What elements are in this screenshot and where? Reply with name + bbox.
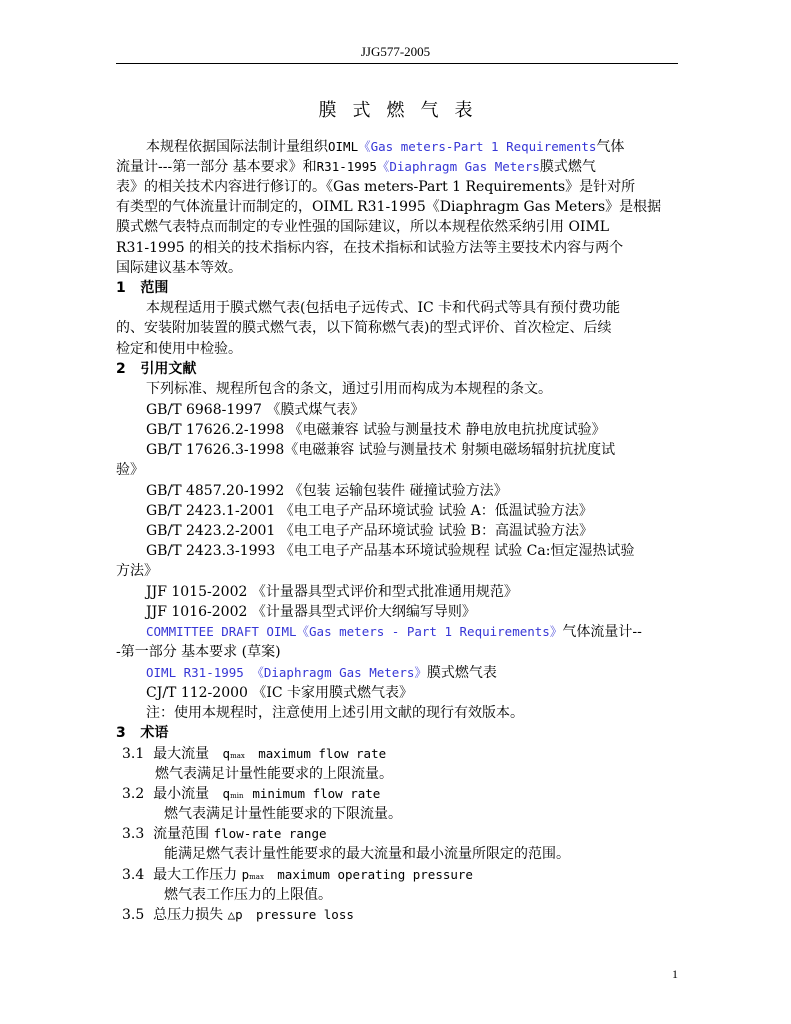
running-header: JJG577-2005 <box>360 44 431 59</box>
reference-item-cont: 方法》 <box>116 563 158 579</box>
term-3-1: 3.1 最大流量 qmax maximum flow rate <box>122 746 387 762</box>
reference-item-committee: COMMITTEE DRAFT OIML《Gas meters - Part 1 Requirements》气体流量计-- <box>146 624 642 640</box>
term-definition: 能满足燃气表计量性能要求的最大流量和最小流量所限定的范围。 <box>164 846 570 862</box>
page-number: 1 <box>672 967 678 981</box>
section-1-line: 本规程适用于膜式燃气表(包括电子远传式、IC 卡和代码式等具有预付费功能 <box>146 300 621 316</box>
section-1-heading: 1 范围 <box>116 280 169 296</box>
header-rule <box>116 63 678 64</box>
intro-line-5: 膜式燃气表特点而制定的专业性强的国际建议，所以本规程依然采纳引用 OIML <box>116 219 610 235</box>
reference-item: JJF 1016-2002 《计量器具型式评价大纲编写导则》 <box>146 604 476 620</box>
reference-note: 注：使用本规程时，注意使用上述引用文献的现行有效版本。 <box>146 705 524 721</box>
term-3-4: 3.4 最大工作压力 pmax maximum operating pressure <box>122 867 473 883</box>
reference-intro: 下列标准、规程所包含的条文，通过引用而构成为本规程的条文。 <box>146 381 552 397</box>
term-3-3: 3.3 流量范围 flow-rate range <box>122 826 327 842</box>
term-3-2: 3.2 最小流量 qmin minimum flow rate <box>122 786 381 802</box>
intro-line-4: 有类型的气体流量计而制定的，OIML R31-1995《Diaphragm Gas Meters》是根据 <box>116 199 662 215</box>
reference-item-cont: -第一部分 基本要求 (草案) <box>116 644 281 660</box>
reference-item: GB/T 2423.1-2001 《电工电子产品环境试验 试验 A：低温试验方法》 <box>146 503 593 519</box>
reference-item-oiml: OIML R31-1995 《Diaphragm Gas Meters》膜式燃气表 <box>146 665 497 681</box>
intro-line-7: 国际建议基本等效。 <box>116 260 242 276</box>
document-title: 膜式燃气表 <box>318 100 489 121</box>
reference-item: GB/T 2423.3-1993 《电工电子产品基本环境试验规程 试验 Ca:恒定湿热试验 <box>146 543 635 559</box>
reference-item: JJF 1015-2002 《计量器具型式评价和型式批准通用规范》 <box>146 584 518 600</box>
section-1-line: 的、安装附加装置的膜式燃气表，以下简称燃气表)的型式评价、首次检定、后续 <box>116 320 612 336</box>
intro-line-3: 表》的相关技术内容进行修订的。《Gas meters-Part 1 Requirements》是针对所 <box>116 179 636 195</box>
reference-item: CJ/T 112-2000 《IC 卡家用膜式燃气表》 <box>146 685 414 701</box>
intro-line-1: 本规程依据国际法制计量组织OIML《Gas meters-Part 1 Requirements气体 <box>146 139 625 155</box>
reference-item: GB/T 17626.3-1998《电磁兼容 试验与测量技术 射频电磁场辐射抗扰度试 <box>146 442 616 458</box>
intro-line-2: 流量计---第一部分 基本要求》和R31-1995《Diaphragm Gas Meters膜式燃气 <box>116 159 596 175</box>
term-definition: 燃气表满足计量性能要求的上限流量。 <box>155 766 393 782</box>
reference-item-cont: 验》 <box>116 462 144 478</box>
section-2-heading: 2 引用文献 <box>116 361 197 377</box>
term-definition: 燃气表工作压力的上限值。 <box>164 887 332 903</box>
reference-item: GB/T 6968-1997 《膜式煤气表》 <box>146 402 365 418</box>
term-definition: 燃气表满足计量性能要求的下限流量。 <box>164 806 402 822</box>
reference-item: GB/T 2423.2-2001 《电工电子产品环境试验 试验 B：高温试验方法》 <box>146 523 593 539</box>
intro-line-6: R31-1995 的相关的技术指标内容，在技术指标和试验方法等主要技术内容与两个 <box>116 240 624 256</box>
section-3-heading: 3 术语 <box>116 725 169 741</box>
section-1-line: 检定和使用中检验。 <box>116 341 242 357</box>
reference-item: GB/T 17626.2-1998 《电磁兼容 试验与测量技术 静电放电抗扰度试验》 <box>146 422 606 438</box>
term-3-5: 3.5 总压力损失 △p pressure loss <box>122 907 354 923</box>
reference-item: GB/T 4857.20-1992 《包装 运输包装件 碰撞试验方法》 <box>146 483 508 499</box>
